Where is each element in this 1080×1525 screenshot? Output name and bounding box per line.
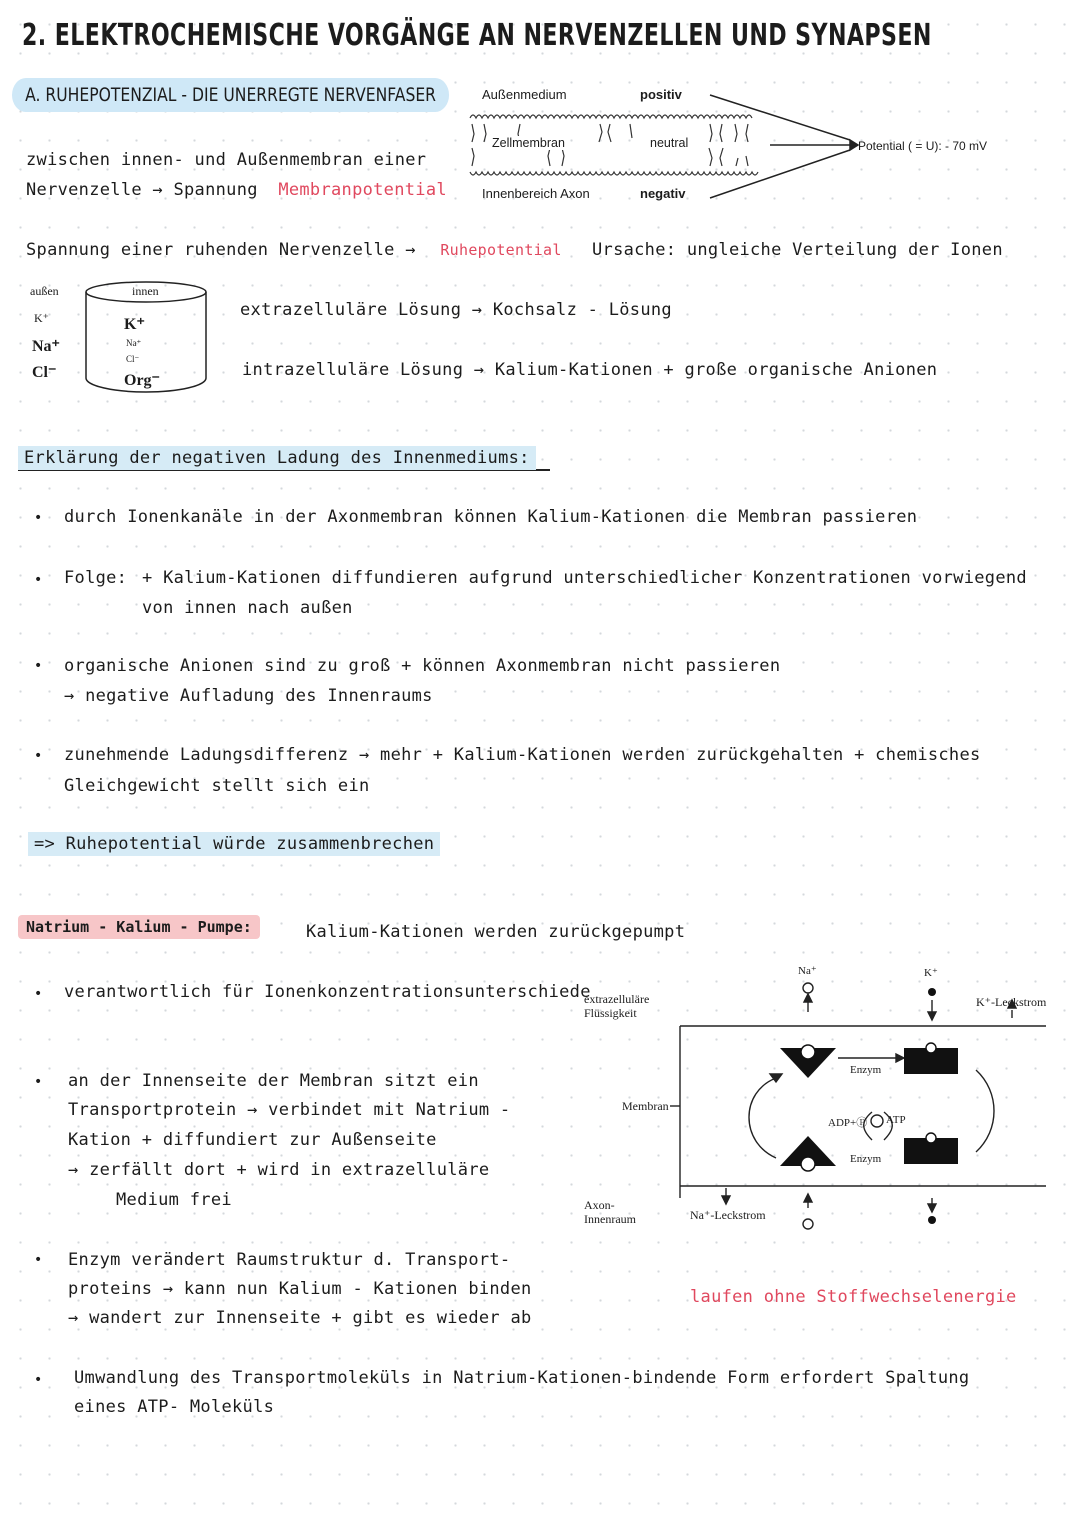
bullet-dot: •: [34, 572, 43, 588]
pump-point-2-line-4: → zerfällt dort + wird in extrazelluläre: [68, 1160, 490, 1180]
leak-note: laufen ohne Stoffwechselenergie: [690, 1287, 1017, 1307]
na-ion-out: [803, 983, 813, 993]
pump-point-3-line-1: Enzym verändert Raumstruktur d. Transport-: [68, 1250, 511, 1270]
membrane-potential-term: Membranpotential: [278, 180, 447, 200]
bullet-dot: •: [34, 658, 43, 674]
pump-point-3-line-2: proteins → kann nun Kalium - Kationen binden: [68, 1279, 532, 1299]
intro-line-1: zwischen innen- und Außenmembran einer: [26, 150, 427, 170]
bullet-dot: •: [34, 510, 43, 526]
bullet-dot: •: [34, 986, 43, 1002]
membrane-label: Membran: [622, 1099, 669, 1113]
na-leak-label: Na⁺-Leckstrom: [690, 1208, 766, 1222]
k-outside: K⁺: [34, 311, 49, 325]
pump-point-3-line-3: → wandert zur Innenseite + gibt es wieder ab: [68, 1308, 532, 1328]
pump-point-2-line-3: Kation + diffundiert zur Außenseite: [68, 1130, 437, 1150]
cl-inside: Cl⁻: [126, 354, 140, 364]
negative-label: negativ: [640, 186, 686, 201]
explanation-point-2-line-1: + Kalium-Kationen diffundieren aufgrund unterschiedlicher Konzentrationen vorwiegend: [142, 568, 1027, 588]
cell-membrane-label: Zellmembran: [492, 136, 565, 150]
pump-heading-wrap: [18, 918, 260, 936]
page-title: 2. ELEKTROCHEMISCHE VORGÄNGE AN NERVENZELLEN UND SYNAPSEN: [22, 18, 932, 53]
atp-label: ATP: [886, 1114, 906, 1126]
k-inside: K⁺: [124, 316, 145, 333]
neutral-label: neutral: [650, 136, 689, 150]
pump-description: Kalium-Kationen werden zurückgepumpt: [306, 922, 686, 942]
k-label: K⁺: [924, 967, 938, 979]
na-inside: Na⁺: [126, 338, 142, 348]
cycle-arrow-left: [749, 1078, 776, 1158]
explanation-heading-wrap: [18, 448, 550, 471]
explanation-point-4-line-2: Gleichgewicht stellt sich ein: [64, 776, 370, 796]
explanation-point-3-line-1: organische Anionen sind zu groß + können Axonmembran nicht passieren: [64, 656, 781, 676]
conclusion: [28, 834, 440, 854]
resting-line: [26, 240, 562, 260]
pump-point-4-line-1: Umwandlung des Transportmoleküls in Natrium-Kationen-bindende Form erfordert Spaltung: [74, 1368, 970, 1388]
intracellular-solution: intrazelluläre Lösung → Kalium-Kationen + große organische Anionen: [242, 360, 938, 380]
org-inside: Org⁻: [124, 372, 160, 389]
resting-cause: Ursache: ungleiche Verteilung der Ionen: [592, 240, 1003, 260]
enzyme-bottom-label: Enzym: [850, 1153, 882, 1165]
extracellular-solution: extrazelluläre Lösung → Kochsalz - Lösung: [240, 300, 672, 320]
pump-point-2-line-1: an der Innenseite der Membran sitzt ein: [68, 1071, 479, 1091]
conclusion-text: => Ruhepotential würde zusammenbrechen: [28, 832, 440, 856]
adp-label: ADP+Ⓟ: [828, 1117, 868, 1129]
explanation-point-2-label: Folge:: [64, 568, 128, 588]
bullet-dot: •: [34, 1252, 43, 1268]
explanation-point-3-line-2: → negative Aufladung des Innenraums: [64, 686, 433, 706]
inside-label: innen: [132, 284, 159, 298]
explanation-point-4-line-1: zunehmende Ladungsdifferenz → mehr + Kalium-Kationen werden zurückgehalten + chemisches: [64, 745, 981, 765]
outside-label: außen: [30, 284, 59, 298]
k-ion-in: [928, 1216, 936, 1224]
explanation-point-1: durch Ionenkanäle in der Axonmembran können Kalium-Kationen die Membran passieren: [64, 507, 918, 527]
bullet-dot: •: [34, 748, 43, 764]
ion-cylinder-diagram: [20, 278, 220, 403]
explanation-point-2-line-2: von innen nach außen: [142, 598, 353, 618]
potential-label: Potential ( = U): - 70 mV: [858, 139, 988, 153]
k-leak-label: K⁺-Leckstrom: [976, 995, 1047, 1009]
axon-inside-label: Axon- Innenraum: [584, 1198, 636, 1226]
positive-label: positiv: [640, 87, 682, 102]
sodium-potassium-pump-diagram: [580, 962, 1060, 1234]
explanation-heading: Erklärung der negativen Ladung des Innenmediums:: [18, 446, 536, 470]
resting-prefix: Spannung einer ruhenden Nervenzelle →: [26, 240, 416, 260]
outside-medium-label: Außenmedium: [482, 87, 567, 102]
phosphate-circle: [871, 1115, 883, 1127]
k-ion-out: [928, 988, 936, 996]
extracellular-fluid-label: extrazelluläre Flüssigkeit: [584, 992, 650, 1020]
pump-point-4-line-2: eines ATP- Moleküls: [74, 1397, 275, 1417]
cl-outside: Cl⁻: [32, 364, 57, 381]
pump-heading: Natrium - Kalium - Pumpe:: [18, 915, 260, 939]
resting-potential-term: Ruhepotential: [440, 241, 562, 259]
pump-point-2-line-5: Medium frei: [116, 1190, 232, 1210]
bullet-dot: •: [34, 1074, 43, 1090]
pump-point-2-line-2: Transportprotein → verbindet mit Natrium -: [68, 1100, 511, 1120]
intro-line-2: [26, 180, 447, 200]
bullet-dot: •: [34, 1372, 43, 1388]
pump-point-1: verantwortlich für Ionenkonzentrationsunterschiede: [64, 982, 591, 1002]
cycle-arrow-right: [976, 1070, 994, 1152]
potential-arrows: [710, 95, 858, 198]
intro-line-2-prefix: Nervenzelle → Spannung: [26, 180, 258, 200]
inside-axon-label: Innenbereich Axon: [482, 186, 590, 201]
section-a-heading: A. RUHEPOTENZIAL - DIE UNERREGTE NERVENFASER: [12, 78, 449, 112]
na-ion-in: [803, 1219, 813, 1229]
membrane-diagram: [460, 80, 1060, 210]
na-label: Na⁺: [798, 965, 817, 977]
na-outside: Na⁺: [32, 338, 60, 355]
enzyme-top-label: Enzym: [850, 1064, 882, 1076]
